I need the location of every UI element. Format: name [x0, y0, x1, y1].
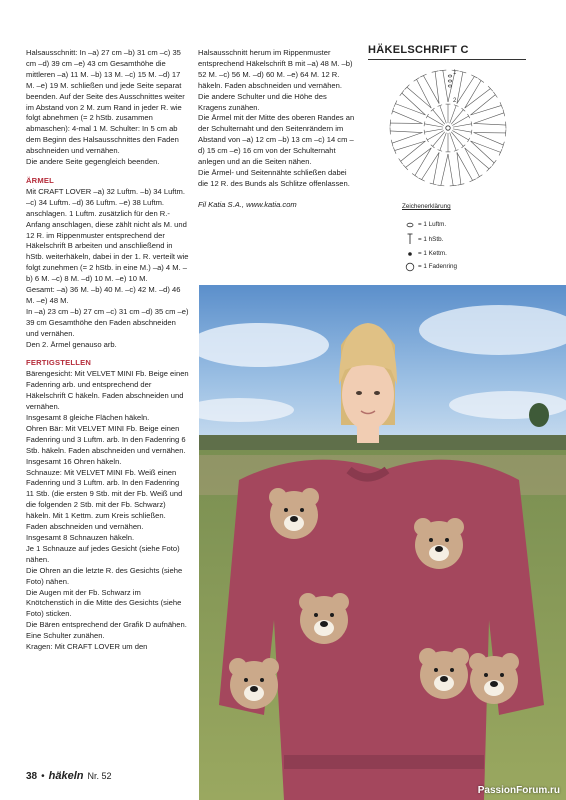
second-sleeve-paragraph: Den 2. Ärmel genauso arb.: [26, 339, 117, 349]
round-label-2: 2: [453, 98, 457, 104]
bear-applique: [299, 593, 349, 644]
shoulder-paragraph: Eine Schulter zunähen.: [26, 631, 105, 641]
crochet-chart-diagram: [382, 62, 514, 194]
sleeve-paragraph: Mit CRAFT LOVER –a) 32 Luftm. –b) 34 Luftm. –c) 34 Luftm. –d) 36 Luftm. –e) 38 Luftm. anschlagen. 1 Luftm. zusätzlich für den R.-Anfang anschlagen, diese zählt nicht als M. und 12 R. im Rippenmuster entsprechend der Häkelschrift B arbeiten und anschließend in hStb. weiterhäkeln, dabei in der 1. R. verteilt wie folgt zunehmen (= 2 hStb. in eine M.) –a) 4 M. –b) 6 M. –c) 8 M. –d) 10 M. –e) 10 M.: [26, 186, 189, 284]
neck-paragraph: Halsausschnitt: In –a) 27 cm –b) 31 cm –c) 35 cm –d) 39 cm –e) 43 cm Gesamthöhe die mittleren –a) 11 M. –b) 13 M. –c) 15 M. –d) 17 M. –e) 19 M. schließen und jede Seite separat beenden. Auf der Seite des Ausschnittes weiter im Abstand von 2 M. zum Rand in jeder R. wie folgt abnehmen (= 2 hStb. zusammen abmaschen): 4-mal 1 M. Schulter: In 5 cm ab dem Beginn des Halsausschnittes den Faden abschneiden und vernähen.: [26, 48, 185, 156]
magic-ring-icon: [446, 126, 450, 130]
chart-title: HÄKELSCHRIFT C: [368, 44, 526, 60]
legend-label-ring: = 1 Fadenring: [418, 263, 458, 270]
page-footer: [26, 770, 112, 782]
watermark: PassionForum.ru: [477, 785, 560, 796]
right-text-column: [198, 48, 356, 211]
bear-applique: [269, 488, 319, 539]
bear-face-paragraph: Bärengesicht: Mit VELVET MINI Fb. Beige einen Fadenring arb. und entsprechend der Häkelschrift C häkeln. Faden abschneiden und vernähen.: [26, 369, 189, 412]
half-double-crochet-icon: [402, 233, 418, 245]
sleeve-heading: ÄRMEL: [26, 175, 54, 185]
bear-applique: [414, 518, 464, 569]
legend-row-slip: [402, 247, 457, 260]
bear-applique: [419, 648, 469, 699]
legend-title: Zeichenerklärung: [402, 203, 451, 210]
slip-stitch-icon: [402, 251, 418, 257]
chain-stitch-icon: [402, 222, 418, 228]
bears-attach-paragraph: Die Bären entsprechend der Grafik D aufnähen.: [26, 620, 187, 630]
height-paragraph: In –a) 23 cm –b) 27 cm –c) 31 cm –d) 35 cm –e) 39 cm Gesamthöhe den Faden abschneiden und vernähen.: [26, 306, 189, 338]
sleeves-attach-paragraph: Die Ärmel mit der Mitte des oberen Randes an der Schulternaht und den Seitenrändern im Abstand von –a) 12 cm –b) 13 cm –c) 14 cm –d) 15 cm –e) 16 cm von der Schulternaht anlegen und an die Seiten nähen.: [198, 113, 355, 167]
issue-number: Nr. 52: [87, 771, 112, 781]
snout-count: Insgesamt 8 Schnauzen häkeln.: [26, 532, 135, 542]
seams-paragraph: Die Ärmel- und Seitennähte schließen dabei die 12 R. des Bunds als Schlitze offenlassen.: [198, 167, 350, 188]
footer-bullet: •: [41, 771, 45, 782]
legend-label-chain: = 1 Luftm.: [418, 221, 447, 228]
legend-label-hdc: = 1 hStb.: [418, 235, 444, 243]
round-label-1: 1: [453, 70, 457, 76]
other-side-paragraph: Die andere Seite gegengleich beenden.: [26, 157, 160, 167]
left-text-column: [26, 48, 189, 653]
chart-legend: [402, 218, 457, 273]
collar-paragraph: Kragen: Mit CRAFT LOVER um den: [26, 642, 148, 652]
snout-place-paragraph: Je 1 Schnauze auf jedes Gesicht (siehe Foto) nähen.: [26, 543, 180, 564]
total-paragraph: Gesamt: –a) 36 M. –b) 40 M. –c) 42 M. –d) 46 M. –e) 48 M.: [26, 285, 181, 305]
ears-paragraph: Ohren Bär: Mit VELVET MINI Fb. Beige einen Fadenring und 3 Luftm. arb. In den Fadenring 6 Stb. häkeln. Faden abschneiden und vernähen.: [26, 423, 186, 455]
bear-applique: [469, 653, 519, 704]
bear-applique: [229, 658, 279, 709]
snout-paragraph: Schnauze: Mit VELVET MINI Fb. Weiß einen Fadenring und 3 Luftm. arb. In den Fadenring 11 Stb. (die ersten 9 Stb. mit der Fb. Weiß und die folgenden 2 Stb. mit der Fb. Schwarz) häkeln. Mit 1 Kettm. zum Kreis schließen. Faden abschneiden und vernähen.: [26, 467, 183, 532]
ears-count: Insgesamt 16 Ohren häkeln.: [26, 456, 122, 466]
eyes-paragraph: Die Augen mit der Fb. Schwarz im Knötchenstich in die Mitte des Gesichts (siehe Foto) sticken.: [26, 587, 182, 619]
page-number: 38: [26, 771, 38, 782]
legend-row-chain: [402, 218, 457, 231]
collar-continued-paragraph: Halsausschnitt herum im Rippenmuster entsprechend Häkelschrift B mit –a) 48 M. –b) 52 M. –c) 56 M. –d) 60 M. –e) 64 M. 12 R. häkeln. Faden abschneiden und vernähen.: [198, 48, 353, 90]
magic-ring-icon: [402, 262, 418, 272]
bear-face-count: Insgesamt 8 gleiche Flächen häkeln.: [26, 413, 150, 422]
legend-label-slip: = 1 Kettm.: [418, 250, 447, 257]
sweater-photo: [199, 285, 566, 800]
legend-row-hdc: [402, 231, 457, 247]
magazine-name: häkeln: [48, 770, 84, 782]
credit-line: Fil Katia S.A., www.katia.com: [198, 199, 297, 209]
legend-row-ring: [402, 260, 457, 273]
other-shoulder-paragraph: Die andere Schulter und die Höhe des Kragens zunähen.: [198, 91, 327, 112]
ears-place-paragraph: Die Ohren an die letzte R. des Gesichts (siehe Foto) nähen.: [26, 565, 183, 586]
finish-heading: FERTIGSTELLEN: [26, 358, 92, 368]
